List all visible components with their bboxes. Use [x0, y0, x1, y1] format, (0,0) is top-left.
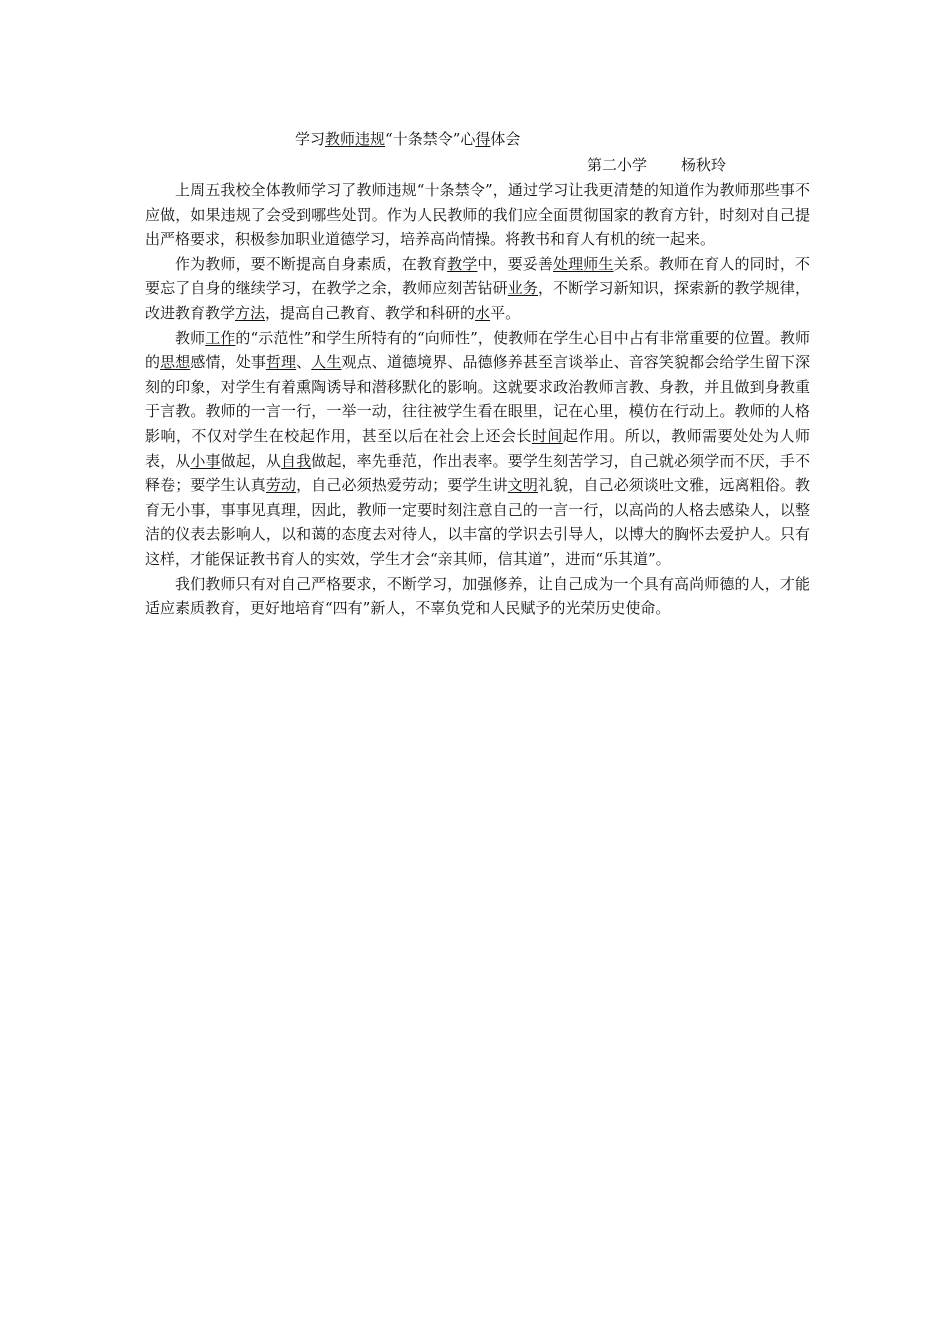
- paragraph-4: 我们教师只有对自己严格要求，不断学习，加强修养，让自己成为一个具有高尚师德的人，才能适应素质教育，更好地培育“四有”新人，不辜负党和人民赋予的光荣历史使命。: [145, 574, 810, 618]
- p2-link-handle[interactable]: 处理: [553, 254, 584, 273]
- p3-text-8: 做起，率先垂范，作出表率。要学生刻苦学习，自己就必须学而不厌，手不释卷；要学生认真: [145, 451, 810, 495]
- p3-text-6: 起作用。所以，教师需要处处为人师表，从: [145, 426, 810, 470]
- title-middle: “十条禁令”心: [385, 130, 476, 148]
- p2-link-method[interactable]: 方法: [235, 303, 266, 322]
- p3-text-2: 的“示范性”和学生所特有的“向师性”，使教师在学生心目中占有非常重要的位置。教师的: [145, 328, 810, 372]
- title-link-de[interactable]: 得: [475, 130, 491, 148]
- p2-link-business[interactable]: 业务: [507, 279, 539, 298]
- title-prefix: 学习: [295, 130, 326, 148]
- p2-link-teaching[interactable]: 教学: [447, 254, 478, 273]
- p3-text-10: 礼貌，自己必须谈吐文雅，远离粗俗。教育无小事，事事见真理，因此，教师一定要时刻注意自己的一言一行，以高尚的人格去感染人，以整洁的仪表去影响人，以和蔼的态度去对待人，以丰富的学识去引导人，以博大的胸怀去爱护人。只有这样，才能保证教书育人的实效，学生才会“亲其师，信其道”，进而“乐其道”。: [145, 476, 810, 568]
- paragraph-1: 上周五我校全体教师学习了教师违规“十条禁令”，通过学习让我更清楚的知道作为教师那些事不应做，如果违规了会受到哪些处罚。作为人民教师的我们应全面贯彻国家的教育方针，时刻对自己提出严格要求，积极参加职业道德学习，培养高尚情操。将教书和育人有机的统一起来。: [145, 181, 810, 249]
- p2-text-6: 平。: [490, 303, 521, 322]
- byline-author: 杨秋玲: [681, 156, 727, 174]
- p3-text-5: 观点、道德境界、品德修养甚至言谈举止、音容笑貌都会给学生留下深刻的印象，对学生有着熏陶诱导和潜移默化的影响。这就要求政治教师言教、身教，并且做到身教重于言教。教师的一言一行，一举一动，往往被学生看在眼里，记在心里，模仿在行动上。教师的人格影响，不仅对学生在校起作用，甚至以后在社会上还会长: [145, 353, 810, 445]
- p3-link-time[interactable]: 时间: [531, 426, 563, 445]
- p3-text-3: 感情，处事: [190, 353, 266, 372]
- paragraph-2: [145, 252, 810, 326]
- p2-text-1: 作为教师，要不断提高自身素质，在教育: [175, 254, 448, 273]
- p3-text-4: 、: [296, 353, 312, 372]
- p3-link-labor[interactable]: 劳动: [265, 476, 297, 495]
- document-title: [295, 126, 810, 152]
- p2-text-3: 关系。教师在育人的同时，不要忘了自身的继续学习，在教学之余，教师应刻苦钻研: [145, 254, 810, 298]
- p3-link-civility[interactable]: 文明: [507, 476, 538, 495]
- byline: [145, 152, 810, 178]
- p3-link-self[interactable]: 自我: [281, 451, 312, 470]
- document-page: [145, 126, 810, 621]
- p2-link-level[interactable]: 水: [475, 303, 491, 322]
- p2-link-teacher-student[interactable]: 师生: [583, 254, 614, 273]
- title-suffix: 体会: [490, 130, 521, 148]
- p3-link-thought[interactable]: 思想: [160, 353, 191, 372]
- p3-link-life[interactable]: 人生: [311, 353, 342, 372]
- p2-text-5: ，提高自己教育、教学和科研的: [265, 303, 476, 322]
- paragraph-3: [145, 326, 810, 572]
- p3-link-small-things[interactable]: 小事: [190, 451, 221, 470]
- p3-link-philosophy[interactable]: 哲理: [265, 353, 297, 372]
- p3-text-7: 做起，从: [220, 451, 282, 470]
- title-link-teacher-violation[interactable]: 教师违规: [325, 130, 386, 148]
- p3-text-9: ，自己必须热爱劳动；要学生讲: [296, 476, 508, 495]
- byline-school: 第二小学: [587, 156, 648, 174]
- p3-link-work[interactable]: 工作: [205, 328, 236, 347]
- p2-text-2: 中，要妥善: [477, 254, 554, 273]
- p2-text-4: ，不断学习新知识，探索新的教学规律，改进教育教学: [145, 279, 810, 322]
- p3-text-1: 教师: [175, 328, 206, 347]
